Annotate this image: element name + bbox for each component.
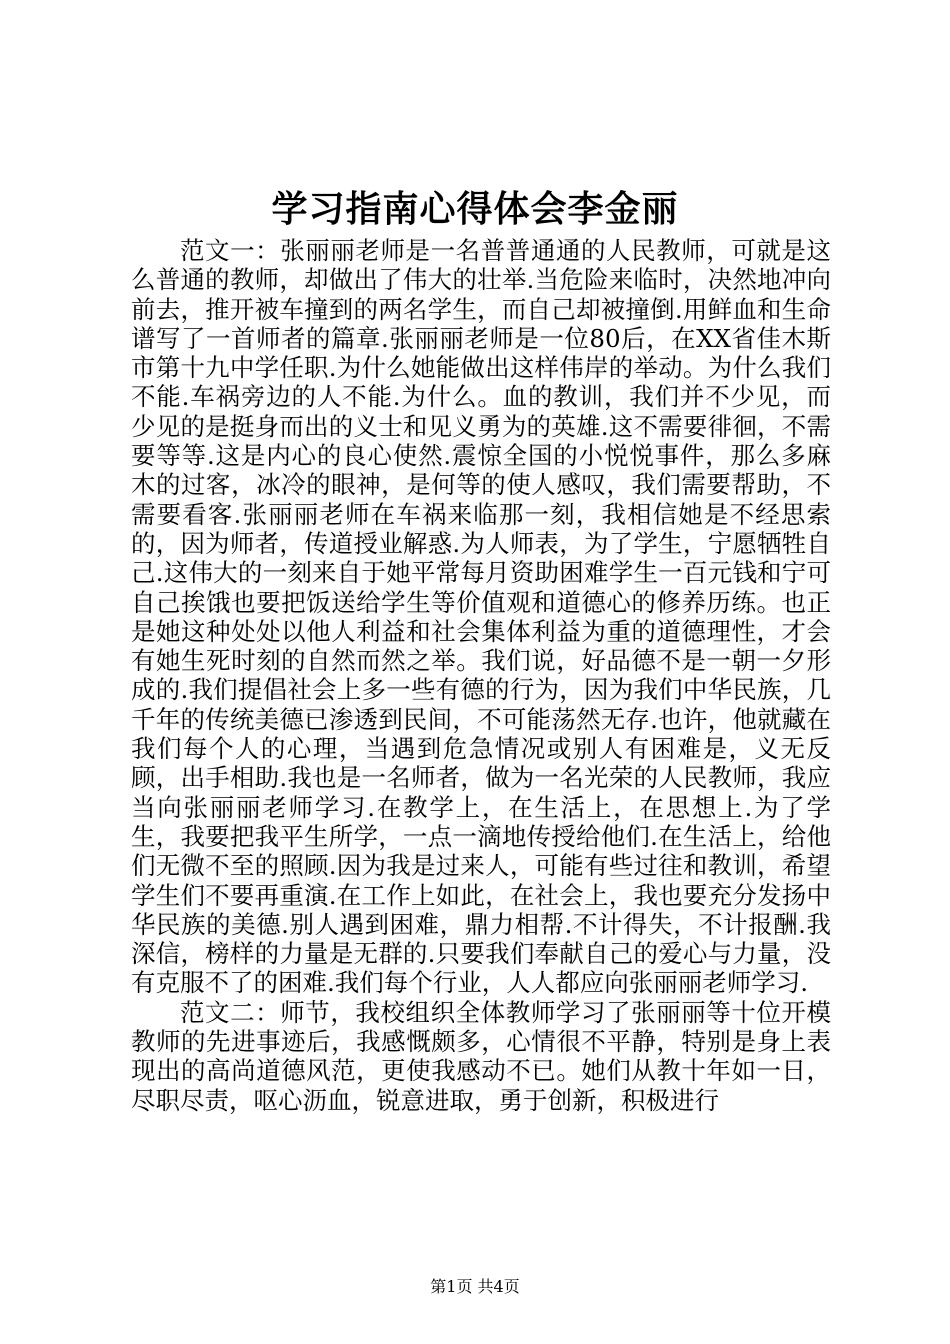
page-title: 学习指南心得体会李金丽 — [271, 188, 679, 230]
page-number-footer: 第1页 共4页 — [430, 1277, 520, 1296]
paragraph-2: 范文二：师节，我校组织全体教师学习了张丽丽等十位开模教师的先进事迹后，我感慨颇多，心情很不平静，特别是身上表现出的高尚道德风范，更使我感动不已。她们从教十年如一日，尽职尽责，呕心沥血，锐意进取，勇于创新，积极进行 — [131, 997, 831, 1115]
document-body — [131, 236, 831, 1115]
paragraph-1: 范文一：张丽丽老师是一名普普通通的人民教师，可就是这么普通的教师，却做出了伟大的壮举.当危险来临时，决然地冲向前去，推开被车撞到的两名学生，而自己却被撞倒.用鲜血和生命谱写了一首师者的篇章.张丽丽老师是一位80后，在XX省佳木斯市第十九中学任职.为什么她能做出这样伟岸的举动。为什么我们不能.车祸旁边的人不能.为什么。血的教训，我们并不少见，而少见的是挺身而出的义士和见义勇为的英雄.这不需要徘徊，不需要等等.这是内心的良心使然.震惊全国的小悦悦事件，那么多麻木的过客，冰冷的眼神，是何等的使人感叹，我们需要帮助，不需要看客.张丽丽老师在车祸来临那一刻，我相信她是不经思索的，因为师者，传道授业解惑.为人师表，为了学生，宁愿牺牲自己.这伟大的一刻来自于她平常每月资助困难学生一百元钱和宁可自己挨饿也要把饭送给学生等价值观和道德心的修养历练。也正是她这种处处以他人利益和社会集体利益为重的道德理性，才会有她生死时刻的自然而然之举。我们说，好品德不是一朝一夕形成的.我们提倡社会上多一些有德的行为，因为我们中华民族，几千年的传统美德已渗透到民间，不可能荡然无存.也许，他就藏在我们每个人的心理，当遇到危急情况或别人有困难是，义无反顾，出手相助.我也是一名师者，做为一名光荣的人民教师，我应当向张丽丽老师学习.在教学上，在生活上，在思想上.为了学生，我要把我平生所学，一点一滴地传授给他们.在生活上，给他们无微不至的照顾.因为我是过来人，可能有些过往和教训，希望学生们不要再重演.在工作上如此，在社会上，我也要充分发扬中华民族的美德.别人遇到困难，鼎力相帮.不计得失，不计报酬.我深信，榜样的力量是无群的.只要我们奉献自己的爱心与力量，没有克服不了的困难.我们每个行业，人人都应向张丽丽老师学习. — [131, 236, 831, 998]
